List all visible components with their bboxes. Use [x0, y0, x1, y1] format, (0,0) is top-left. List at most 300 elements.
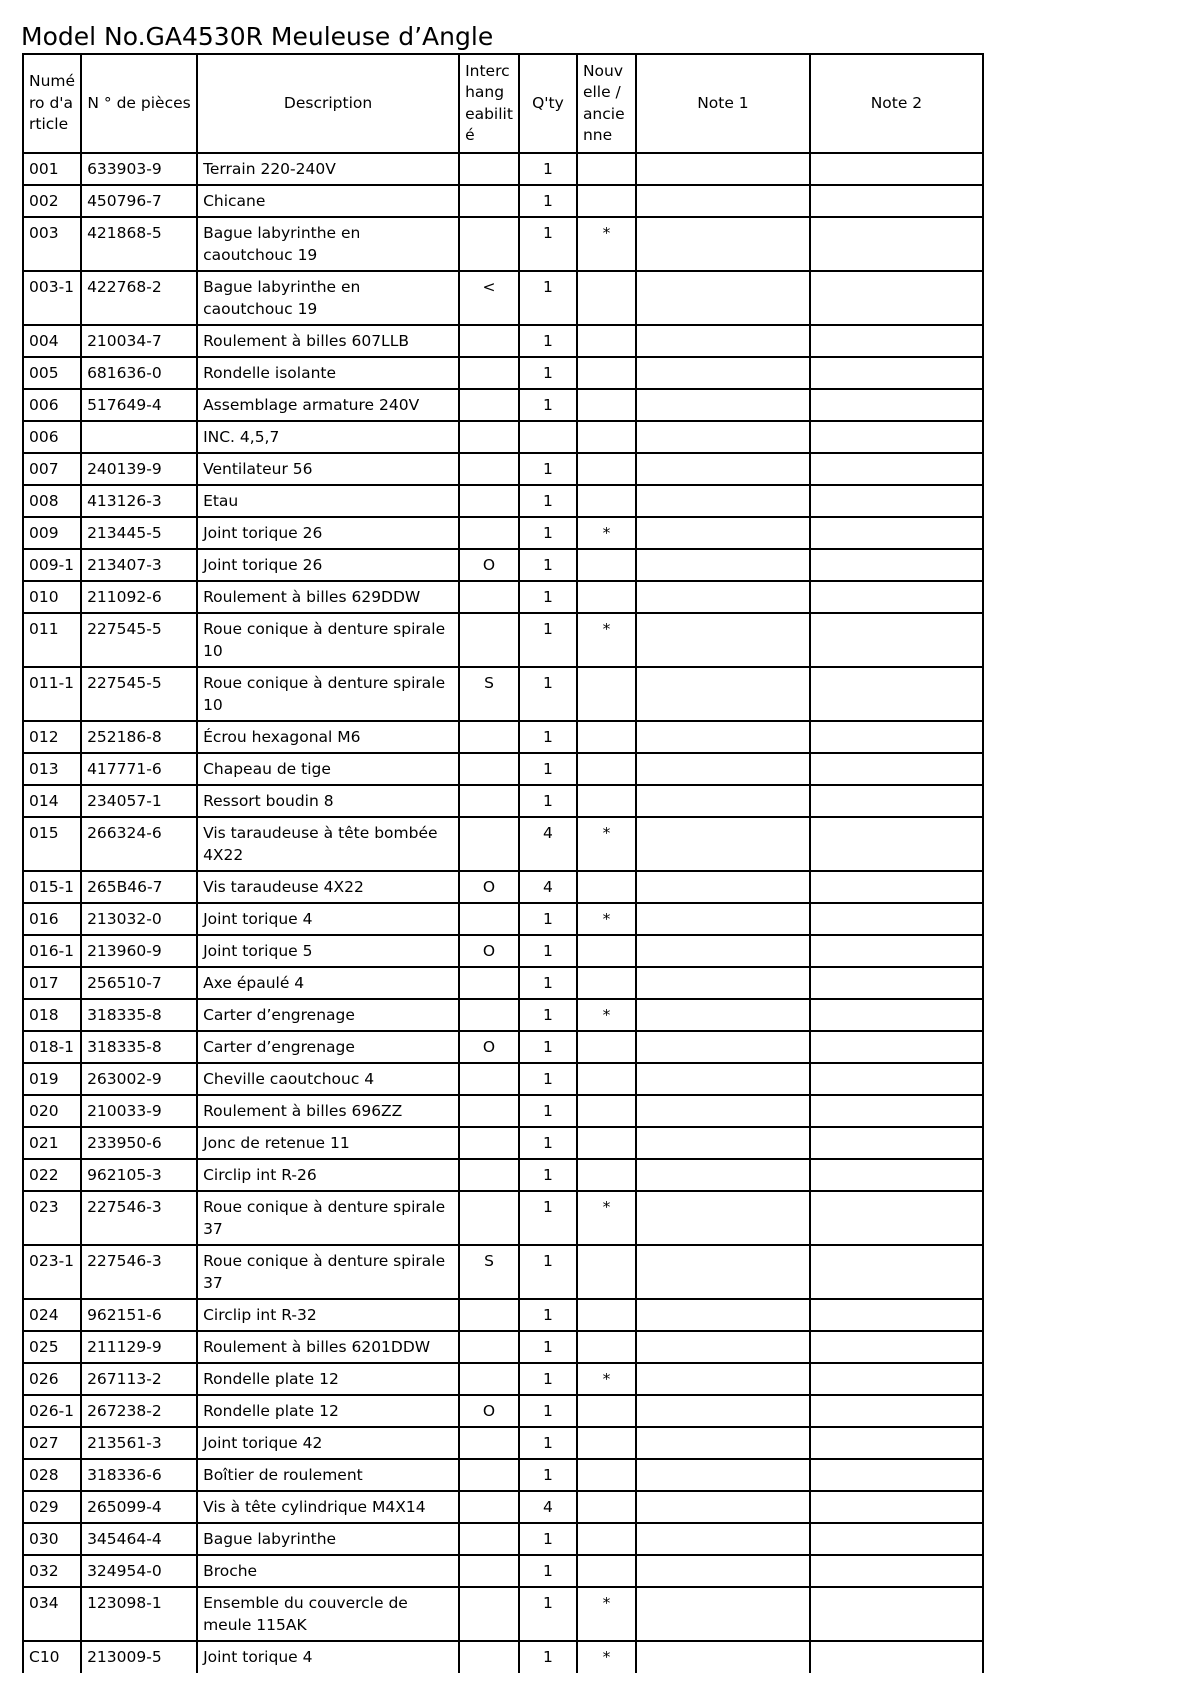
cell-description: Bague labyrinthe en caoutchouc 19: [197, 271, 459, 325]
cell-description: Etau: [197, 485, 459, 517]
cell-note1: [636, 153, 810, 185]
cell-interchangeability: [459, 1299, 519, 1331]
cell-note2: [810, 517, 983, 549]
cell-qty: 1: [519, 153, 577, 185]
cell-note1: [636, 871, 810, 903]
cell-new-old: *: [577, 217, 636, 271]
cell-description: Roue conique à denture spirale 10: [197, 613, 459, 667]
cell-interchangeability: [459, 1331, 519, 1363]
table-row: [23, 817, 983, 871]
cell-note1: [636, 217, 810, 271]
cell-description: Rondelle plate 12: [197, 1363, 459, 1395]
cell-qty: 1: [519, 1245, 577, 1299]
cell-new-old: [577, 421, 636, 453]
table-row: [23, 1491, 983, 1523]
cell-qty: 1: [519, 1063, 577, 1095]
cell-new-old: *: [577, 613, 636, 667]
cell-part-no: 345464-4: [81, 1523, 197, 1555]
cell-part-no: 265B46-7: [81, 871, 197, 903]
cell-interchangeability: [459, 1095, 519, 1127]
table-row: [23, 485, 983, 517]
cell-note1: [636, 1095, 810, 1127]
cell-part-no: 213032-0: [81, 903, 197, 935]
cell-note2: [810, 817, 983, 871]
cell-qty: 1: [519, 613, 577, 667]
table-row: [23, 967, 983, 999]
cell-interchangeability: [459, 1555, 519, 1587]
cell-note2: [810, 549, 983, 581]
cell-description: Roulement à billes 696ZZ: [197, 1095, 459, 1127]
cell-note2: [810, 721, 983, 753]
cell-note1: [636, 1299, 810, 1331]
cell-note2: [810, 1587, 983, 1641]
cell-note1: [636, 1555, 810, 1587]
cell-new-old: [577, 549, 636, 581]
cell-part-no: 213407-3: [81, 549, 197, 581]
cell-part-no: 422768-2: [81, 271, 197, 325]
cell-qty: 1: [519, 753, 577, 785]
header-item-no: Numé ro d'a rticle: [23, 54, 81, 153]
cell-note1: [636, 1127, 810, 1159]
table-row: [23, 1587, 983, 1641]
cell-interchangeability: [459, 1587, 519, 1641]
cell-interchangeability: [459, 753, 519, 785]
cell-item-no: 009-1: [23, 549, 81, 581]
cell-part-no: 227546-3: [81, 1191, 197, 1245]
cell-note1: [636, 999, 810, 1031]
cell-new-old: [577, 271, 636, 325]
cell-qty: 1: [519, 549, 577, 581]
cell-interchangeability: [459, 1191, 519, 1245]
cell-new-old: [577, 667, 636, 721]
cell-note2: [810, 667, 983, 721]
table-row: [23, 1245, 983, 1299]
cell-note1: [636, 1331, 810, 1363]
cell-item-no: 016-1: [23, 935, 81, 967]
cell-new-old: *: [577, 817, 636, 871]
cell-item-no: 021: [23, 1127, 81, 1159]
cell-note2: [810, 999, 983, 1031]
cell-item-no: 014: [23, 785, 81, 817]
cell-note2: [810, 1063, 983, 1095]
cell-interchangeability: [459, 421, 519, 453]
cell-item-no: 015: [23, 817, 81, 871]
cell-part-no: 240139-9: [81, 453, 197, 485]
cell-note2: [810, 1427, 983, 1459]
cell-qty: 1: [519, 517, 577, 549]
cell-part-no: 681636-0: [81, 357, 197, 389]
cell-interchangeability: O: [459, 1395, 519, 1427]
table-row: [23, 581, 983, 613]
cell-item-no: 004: [23, 325, 81, 357]
cell-part-no: 211129-9: [81, 1331, 197, 1363]
cell-description: Vis taraudeuse 4X22: [197, 871, 459, 903]
cell-description: Roue conique à denture spirale 37: [197, 1191, 459, 1245]
cell-part-no: 318336-6: [81, 1459, 197, 1491]
cell-part-no: 210034-7: [81, 325, 197, 357]
table-row: [23, 903, 983, 935]
cell-description: Bague labyrinthe en caoutchouc 19: [197, 217, 459, 271]
table-row: [23, 721, 983, 753]
cell-new-old: [577, 1427, 636, 1459]
header-part-no: N ° de pièces: [81, 54, 197, 153]
cell-item-no: 023-1: [23, 1245, 81, 1299]
cell-qty: 4: [519, 1491, 577, 1523]
cell-item-no: 023: [23, 1191, 81, 1245]
table-row: [23, 153, 983, 185]
cell-description: Circlip int R-32: [197, 1299, 459, 1331]
cell-note1: [636, 517, 810, 549]
cell-item-no: 017: [23, 967, 81, 999]
cell-item-no: 005: [23, 357, 81, 389]
cell-part-no: 267238-2: [81, 1395, 197, 1427]
cell-note2: [810, 1031, 983, 1063]
cell-note2: [810, 967, 983, 999]
cell-description: Rondelle plate 12: [197, 1395, 459, 1427]
cell-description: Écrou hexagonal M6: [197, 721, 459, 753]
cell-part-no: 266324-6: [81, 817, 197, 871]
cell-description: Roulement à billes 6201DDW: [197, 1331, 459, 1363]
cell-note1: [636, 1395, 810, 1427]
cell-part-no: 233950-6: [81, 1127, 197, 1159]
cell-note2: [810, 1299, 983, 1331]
cell-item-no: 006: [23, 389, 81, 421]
cell-note2: [810, 153, 983, 185]
cell-item-no: 013: [23, 753, 81, 785]
cell-note2: [810, 1331, 983, 1363]
cell-note2: [810, 785, 983, 817]
table-row: [23, 1299, 983, 1331]
cell-new-old: [577, 1523, 636, 1555]
cell-description: Carter d’engrenage: [197, 999, 459, 1031]
cell-item-no: 019: [23, 1063, 81, 1095]
cell-part-no: 211092-6: [81, 581, 197, 613]
cell-item-no: 026-1: [23, 1395, 81, 1427]
table-row: [23, 517, 983, 549]
cell-note1: [636, 1459, 810, 1491]
cell-interchangeability: [459, 185, 519, 217]
cell-new-old: [577, 453, 636, 485]
table-row: [23, 453, 983, 485]
cell-item-no: 034: [23, 1587, 81, 1641]
cell-interchangeability: [459, 517, 519, 549]
cell-note1: [636, 1427, 810, 1459]
cell-qty: 1: [519, 1331, 577, 1363]
cell-description: Terrain 220-240V: [197, 153, 459, 185]
cell-qty: 1: [519, 1363, 577, 1395]
cell-interchangeability: [459, 325, 519, 357]
cell-note2: [810, 185, 983, 217]
cell-item-no: 008: [23, 485, 81, 517]
cell-note2: [810, 1191, 983, 1245]
table-row: [23, 271, 983, 325]
table-row: [23, 1427, 983, 1459]
cell-new-old: [577, 1063, 636, 1095]
table-row: [23, 1191, 983, 1245]
cell-interchangeability: [459, 217, 519, 271]
cell-item-no: 010: [23, 581, 81, 613]
cell-note1: [636, 817, 810, 871]
table-row: [23, 667, 983, 721]
cell-description: Roulement à billes 607LLB: [197, 325, 459, 357]
cell-note1: [636, 967, 810, 999]
cell-qty: 1: [519, 903, 577, 935]
cell-note2: [810, 935, 983, 967]
cell-new-old: [577, 1245, 636, 1299]
cell-new-old: [577, 1031, 636, 1063]
cell-item-no: 003-1: [23, 271, 81, 325]
cell-note1: [636, 721, 810, 753]
cell-note2: [810, 1555, 983, 1587]
cell-qty: 1: [519, 935, 577, 967]
cell-item-no: 011-1: [23, 667, 81, 721]
cell-note2: [810, 1095, 983, 1127]
cell-qty: 1: [519, 1395, 577, 1427]
cell-interchangeability: [459, 1523, 519, 1555]
cell-interchangeability: S: [459, 1245, 519, 1299]
cell-item-no: 015-1: [23, 871, 81, 903]
cell-item-no: 001: [23, 153, 81, 185]
cell-note1: [636, 1191, 810, 1245]
cell-item-no: C10: [23, 1641, 81, 1673]
cell-interchangeability: [459, 153, 519, 185]
cell-note2: [810, 357, 983, 389]
cell-description: Boîtier de roulement: [197, 1459, 459, 1491]
cell-interchangeability: [459, 389, 519, 421]
cell-new-old: [577, 1555, 636, 1587]
cell-new-old: [577, 1491, 636, 1523]
cell-qty: 1: [519, 1641, 577, 1673]
cell-qty: 1: [519, 185, 577, 217]
cell-new-old: [577, 153, 636, 185]
cell-item-no: 022: [23, 1159, 81, 1191]
cell-note2: [810, 453, 983, 485]
cell-interchangeability: [459, 357, 519, 389]
cell-interchangeability: [459, 453, 519, 485]
cell-part-no: 421868-5: [81, 217, 197, 271]
cell-note1: [636, 485, 810, 517]
cell-part-no: 210033-9: [81, 1095, 197, 1127]
cell-part-no: 413126-3: [81, 485, 197, 517]
cell-item-no: 007: [23, 453, 81, 485]
cell-item-no: 026: [23, 1363, 81, 1395]
cell-note1: [636, 549, 810, 581]
table-row: [23, 217, 983, 271]
table-row: [23, 1459, 983, 1491]
cell-qty: 4: [519, 871, 577, 903]
cell-qty: 1: [519, 785, 577, 817]
cell-item-no: 025: [23, 1331, 81, 1363]
cell-part-no: 267113-2: [81, 1363, 197, 1395]
cell-item-no: 011: [23, 613, 81, 667]
cell-note2: [810, 1459, 983, 1491]
cell-qty: 1: [519, 721, 577, 753]
cell-item-no: 030: [23, 1523, 81, 1555]
cell-new-old: [577, 935, 636, 967]
cell-note1: [636, 1245, 810, 1299]
cell-note2: [810, 1127, 983, 1159]
table-row: [23, 1523, 983, 1555]
cell-qty: 1: [519, 485, 577, 517]
cell-qty: 1: [519, 1191, 577, 1245]
table-body: [23, 153, 983, 1673]
cell-interchangeability: O: [459, 1031, 519, 1063]
cell-description: INC. 4,5,7: [197, 421, 459, 453]
cell-description: Vis à tête cylindrique M4X14: [197, 1491, 459, 1523]
cell-note2: [810, 325, 983, 357]
table-row: [23, 785, 983, 817]
cell-new-old: [577, 1095, 636, 1127]
cell-new-old: *: [577, 1641, 636, 1673]
cell-note2: [810, 485, 983, 517]
cell-note2: [810, 1245, 983, 1299]
cell-item-no: 028: [23, 1459, 81, 1491]
cell-interchangeability: [459, 967, 519, 999]
table-row: [23, 1159, 983, 1191]
cell-part-no: 234057-1: [81, 785, 197, 817]
cell-qty: 1: [519, 1159, 577, 1191]
cell-qty: 1: [519, 1031, 577, 1063]
table-row: [23, 1363, 983, 1395]
cell-interchangeability: [459, 999, 519, 1031]
table-row: [23, 1095, 983, 1127]
cell-new-old: *: [577, 1191, 636, 1245]
cell-description: Chapeau de tige: [197, 753, 459, 785]
table-row: [23, 871, 983, 903]
cell-part-no: 324954-0: [81, 1555, 197, 1587]
table-row: [23, 1031, 983, 1063]
table-row: [23, 1331, 983, 1363]
cell-new-old: [577, 1459, 636, 1491]
cell-note2: [810, 1363, 983, 1395]
cell-new-old: [577, 1331, 636, 1363]
table-header: [23, 54, 983, 153]
cell-interchangeability: O: [459, 549, 519, 581]
cell-part-no: 318335-8: [81, 1031, 197, 1063]
cell-note2: [810, 1491, 983, 1523]
cell-note1: [636, 667, 810, 721]
cell-qty: 1: [519, 217, 577, 271]
cell-note1: [636, 389, 810, 421]
cell-part-no: 318335-8: [81, 999, 197, 1031]
table-row: [23, 325, 983, 357]
cell-interchangeability: [459, 581, 519, 613]
cell-part-no: 517649-4: [81, 389, 197, 421]
cell-part-no: 263002-9: [81, 1063, 197, 1095]
header-row: [23, 54, 983, 153]
table-row: [23, 935, 983, 967]
cell-note1: [636, 1063, 810, 1095]
cell-item-no: 016: [23, 903, 81, 935]
table-row: [23, 389, 983, 421]
cell-new-old: *: [577, 1363, 636, 1395]
cell-note1: [636, 753, 810, 785]
table-row: [23, 999, 983, 1031]
cell-qty: 1: [519, 271, 577, 325]
cell-qty: 1: [519, 581, 577, 613]
cell-note2: [810, 389, 983, 421]
cell-new-old: [577, 357, 636, 389]
cell-description: Chicane: [197, 185, 459, 217]
parts-table: [22, 53, 984, 1673]
cell-note1: [636, 325, 810, 357]
cell-item-no: 006: [23, 421, 81, 453]
cell-description: Roue conique à denture spirale 10: [197, 667, 459, 721]
cell-description: Joint torique 42: [197, 1427, 459, 1459]
cell-interchangeability: O: [459, 935, 519, 967]
cell-new-old: [577, 785, 636, 817]
cell-interchangeability: [459, 1427, 519, 1459]
cell-note1: [636, 1523, 810, 1555]
cell-note1: [636, 453, 810, 485]
cell-note2: [810, 903, 983, 935]
table-row: [23, 1063, 983, 1095]
cell-interchangeability: [459, 1459, 519, 1491]
cell-item-no: 018: [23, 999, 81, 1031]
cell-part-no: 962105-3: [81, 1159, 197, 1191]
cell-item-no: 009: [23, 517, 81, 549]
cell-note1: [636, 1641, 810, 1673]
cell-part-no: 227546-3: [81, 1245, 197, 1299]
cell-interchangeability: [459, 721, 519, 753]
header-description: Description: [197, 54, 459, 153]
cell-note2: [810, 613, 983, 667]
cell-item-no: 003: [23, 217, 81, 271]
cell-part-no: 213009-5: [81, 1641, 197, 1673]
cell-new-old: [577, 871, 636, 903]
cell-note1: [636, 1159, 810, 1191]
cell-interchangeability: [459, 1641, 519, 1673]
cell-new-old: [577, 485, 636, 517]
table-row: [23, 1641, 983, 1673]
cell-new-old: [577, 325, 636, 357]
cell-part-no: 252186-8: [81, 721, 197, 753]
cell-part-no: 256510-7: [81, 967, 197, 999]
cell-interchangeability: O: [459, 871, 519, 903]
cell-part-no: 213561-3: [81, 1427, 197, 1459]
cell-qty: 1: [519, 1459, 577, 1491]
cell-note1: [636, 1031, 810, 1063]
cell-description: Joint torique 26: [197, 517, 459, 549]
cell-qty: 1: [519, 1523, 577, 1555]
cell-qty: 1: [519, 357, 577, 389]
header-new-old: Nouv elle / ancie nne: [577, 54, 636, 153]
cell-part-no: 213960-9: [81, 935, 197, 967]
cell-description: Joint torique 4: [197, 1641, 459, 1673]
cell-item-no: 018-1: [23, 1031, 81, 1063]
header-note2: Note 2: [810, 54, 983, 153]
table-row: [23, 357, 983, 389]
cell-new-old: *: [577, 999, 636, 1031]
cell-item-no: 032: [23, 1555, 81, 1587]
cell-new-old: *: [577, 1587, 636, 1641]
table-row: [23, 549, 983, 581]
cell-description: Jonc de retenue 11: [197, 1127, 459, 1159]
cell-description: Bague labyrinthe: [197, 1523, 459, 1555]
cell-description: Ressort boudin 8: [197, 785, 459, 817]
cell-description: Joint torique 4: [197, 903, 459, 935]
cell-interchangeability: [459, 1063, 519, 1095]
cell-qty: 1: [519, 1427, 577, 1459]
cell-part-no: 227545-5: [81, 613, 197, 667]
cell-description: Circlip int R-26: [197, 1159, 459, 1191]
cell-description: Assemblage armature 240V: [197, 389, 459, 421]
table-row: [23, 753, 983, 785]
cell-new-old: *: [577, 517, 636, 549]
cell-description: Axe épaulé 4: [197, 967, 459, 999]
cell-new-old: [577, 967, 636, 999]
cell-note2: [810, 871, 983, 903]
